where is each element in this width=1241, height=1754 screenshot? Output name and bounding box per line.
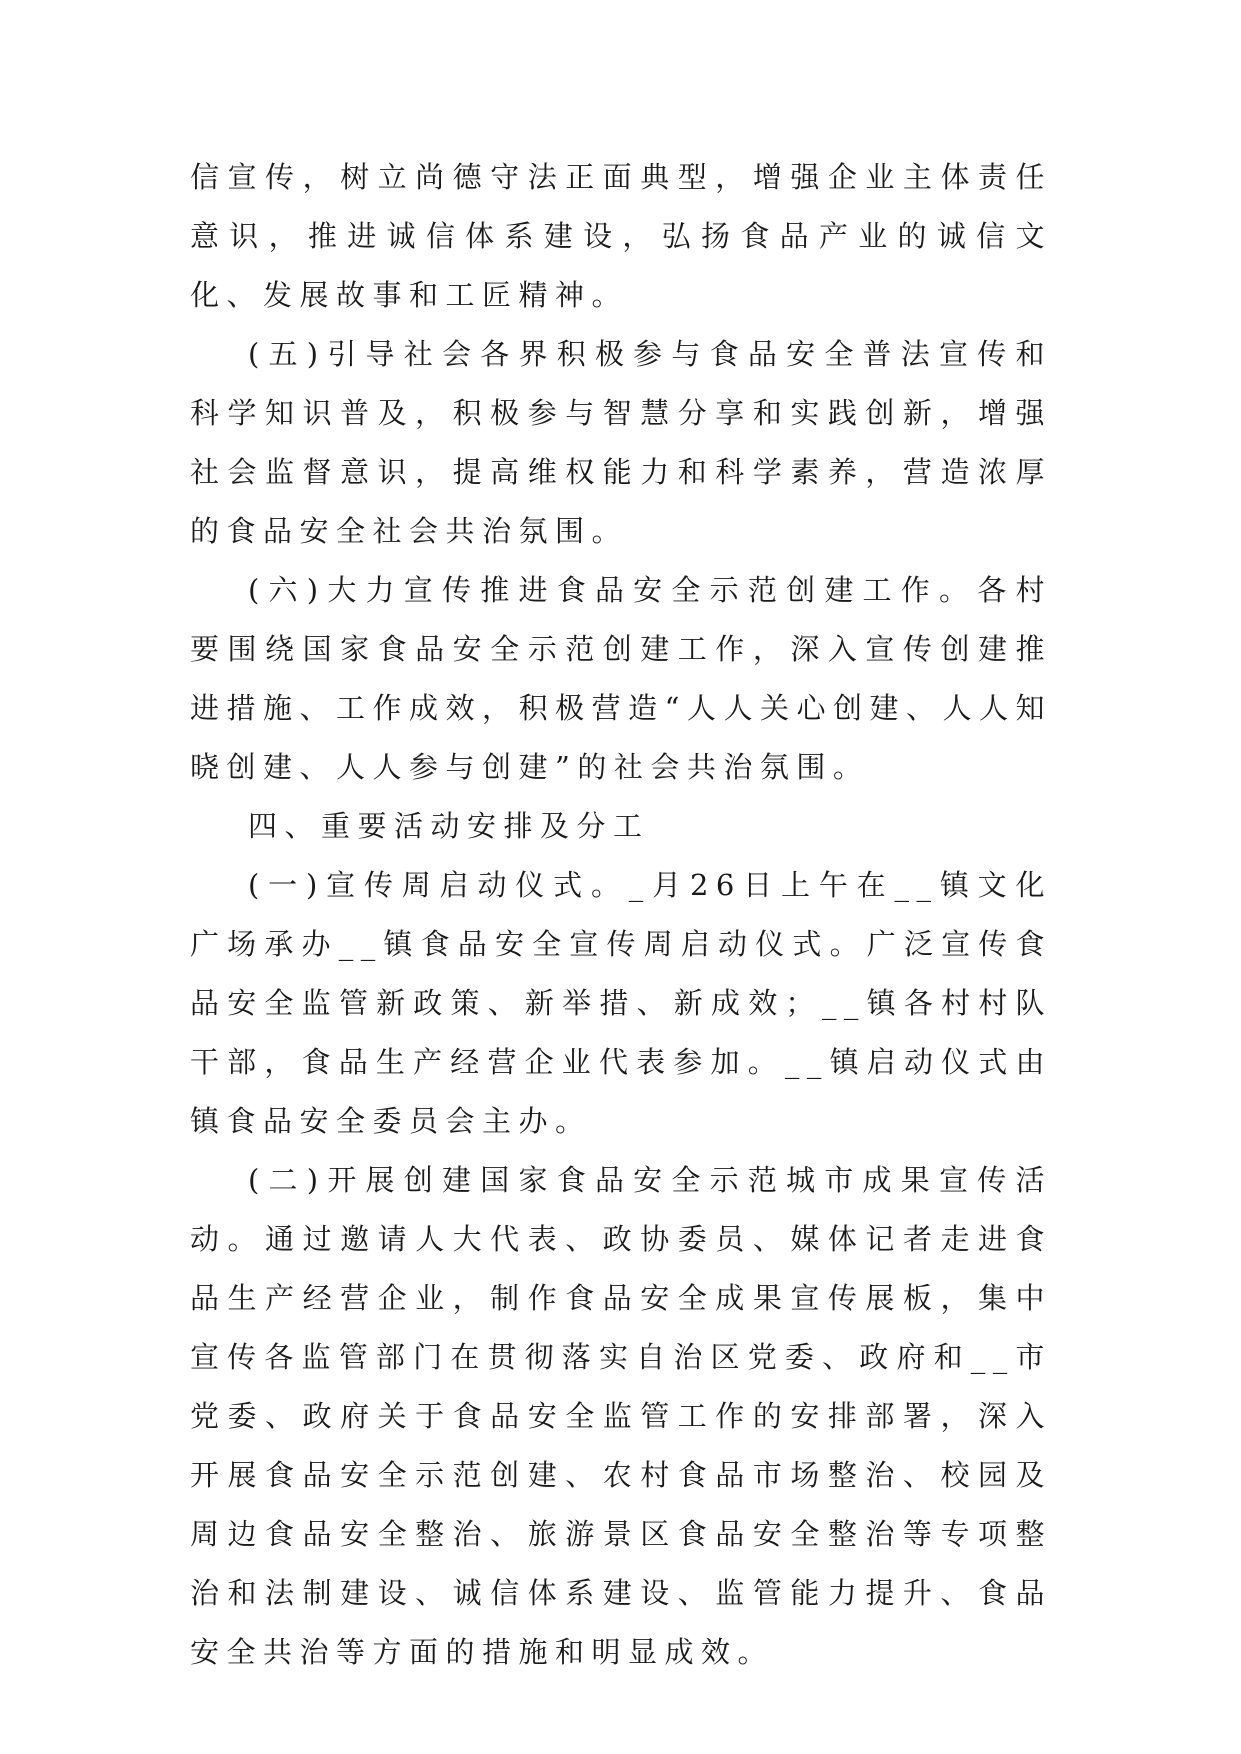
- paragraph-3: (六)大力宣传推进食品安全示范创建工作。各村要围绕国家食品安全示范创建工作，深入宣传创建推进措施、工作成效，积极营造“人人关心创建、人人知晓创建、人人参与创建”的社会共治氛围。: [190, 573, 1052, 784]
- document-page: [190, 148, 1052, 1682]
- paragraph-1: 信宣传，树立尚德守法正面典型，增强企业主体责任意识，推进诚信体系建设，弘扬食品产业的诚信文化、发展故事和工匠精神。: [190, 160, 1052, 312]
- paragraph-5: (一)宣传周启动仪式。_月26日上午在__镇文化广场承办__镇食品安全宣传周启动仪式。广泛宣传食品安全监管新政策、新举措、新成效；__镇各村村队干部，食品生产经营企业代表参加。__镇启动仪式由镇食品安全委员会主办。: [190, 868, 1052, 1138]
- section-heading: 四、重要活动安排及分工: [248, 809, 650, 843]
- paragraph-6: (二)开展创建国家食品安全示范城市成果宣传活动。通过邀请人大代表、政协委员、媒体记者走进食品生产经营企业，制作食品安全成果宣传展板，集中宣传各监管部门在贯彻落实自治区党委、政府和__市党委、政府关于食品安全监管工作的安排部署，深入开展食品安全示范创建、农村食品市场整治、校园及周边食品安全整治、旅游景区食品安全整治等专项整治和法制建设、诚信体系建设、监管能力提升、食品安全共治等方面的措施和明显成效。: [190, 1163, 1052, 1669]
- paragraph-2: (五)引导社会各界积极参与食品安全普法宣传和科学知识普及，积极参与智慧分享和实践创新，增强社会监督意识，提高维权能力和科学素养，营造浓厚的食品安全社会共治氛围。: [190, 337, 1052, 548]
